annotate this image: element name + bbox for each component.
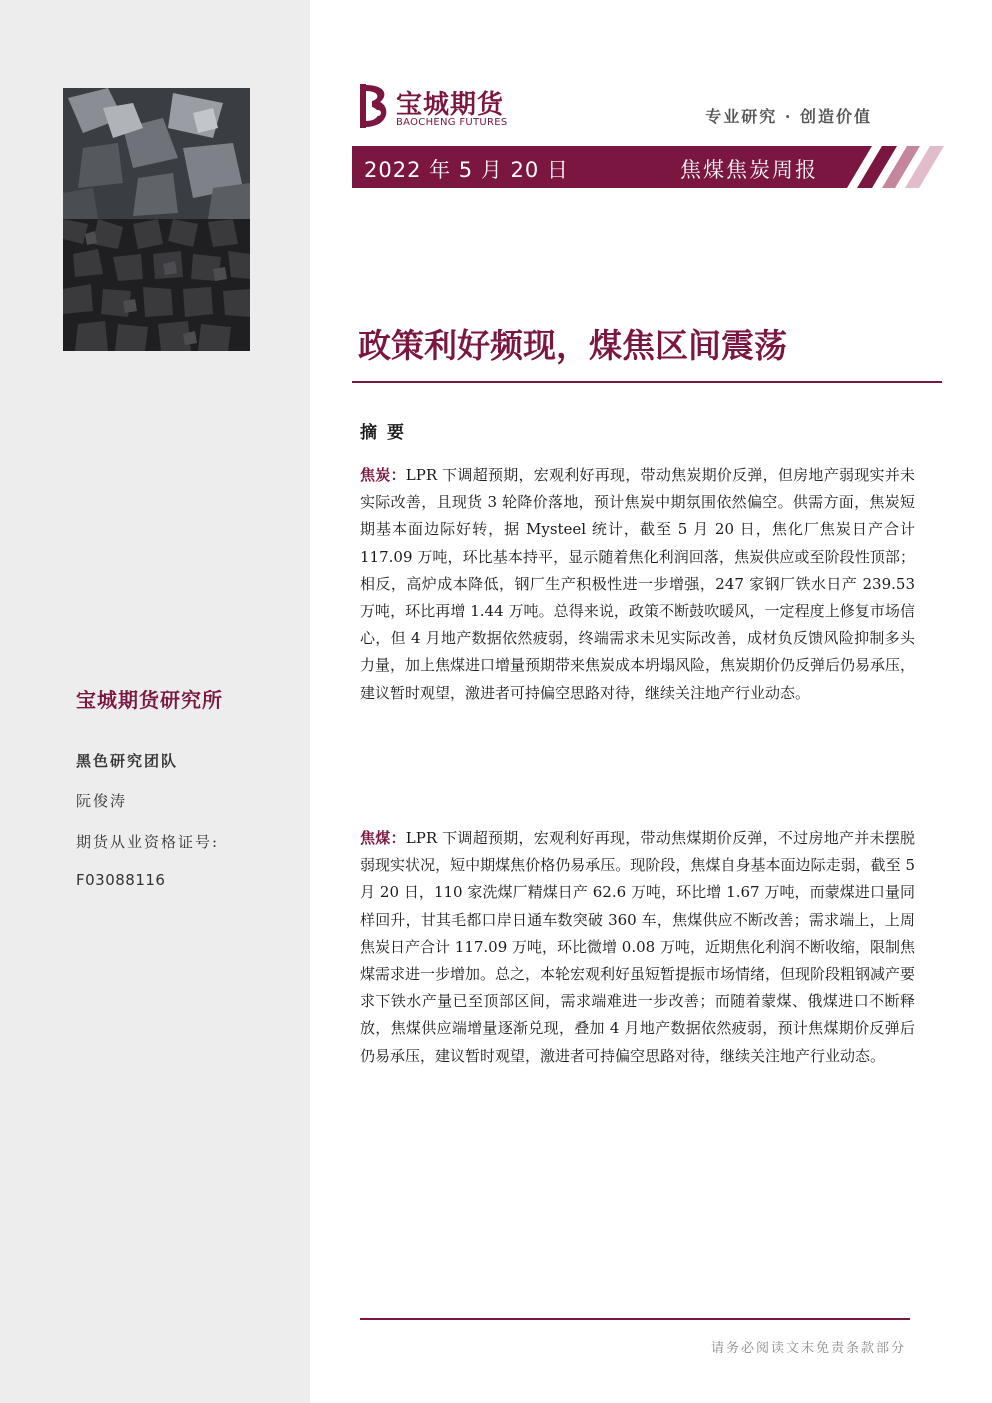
team-name: 黑色研究团队 bbox=[76, 752, 179, 770]
report-banner bbox=[352, 146, 944, 188]
license-label: 期货从业资格证号: bbox=[76, 833, 220, 851]
paragraph-body: LPR 下调超预期，宏观利好再现，带动焦炭期价反弹，但房地产弱现实并未实际改善，且现货 3 轮降价落地，预计焦炭中期氛围依然偏空。供需方面，焦炭短期基本面边际好转，据 Mysteel 统计，截至 5 月 20 日，焦化厂焦炭日产合计 117.09 万吨，环比基本持平，显示随着焦化利润回落，焦炭供应或至阶段性顶部；相反，高炉成本降低，钢厂生产积极性进一步增强，247 家钢厂铁水日产 239.53 万吨，环比再增 1.44 万吨。总得来说，政策不断鼓吹暖风，一定程度上修复市场信心，但 4 月地产数据依然疲弱，终端需求未见实际改善，成材负反馈风险抑制多头力量，加上焦煤进口增量预期带来焦炭成本坍塌风险，焦炭期价仍反弹后仍易承压，建议暂时观望，激进者可持偏空思路对待，继续关注地产行业动态。 bbox=[360, 466, 916, 702]
license-number: F03088116 bbox=[76, 871, 166, 889]
coal-photo-top bbox=[63, 88, 250, 219]
title-divider bbox=[352, 381, 942, 383]
paragraph-lead: 焦炭： bbox=[360, 466, 406, 484]
brand-name-cn: 宝城期货 bbox=[396, 90, 505, 120]
report-type: 焦煤焦炭周报 bbox=[680, 158, 818, 182]
analyst-name: 阮俊涛 bbox=[76, 792, 128, 810]
paragraph-lead: 焦煤： bbox=[360, 829, 406, 847]
footer-divider bbox=[360, 1318, 910, 1320]
brand-logo bbox=[358, 82, 523, 132]
brand-mark-icon bbox=[358, 82, 392, 130]
institute-name: 宝城期货研究所 bbox=[76, 688, 223, 712]
sidebar bbox=[0, 0, 310, 1403]
report-date: 2022 年 5 月 20 日 bbox=[364, 158, 569, 182]
brand-slogan: 专业研究 · 创造价值 bbox=[705, 107, 872, 126]
page-title: 政策利好频现，煤焦区间震荡 bbox=[358, 326, 787, 365]
paragraph-body: LPR 下调超预期，宏观利好再现，带动焦煤期价反弹，不过房地产并未摆脱弱现实状况，短中期煤焦价格仍易承压。现阶段，焦煤自身基本面边际走弱，截至 5 月 20 日，110 家洗煤厂精煤日产 62.6 万吨，环比增 1.67 万吨，而蒙煤进口量同样回升，甘其毛都口岸日通车数突破 360 车，焦煤供应不断改善；需求端上，上周焦炭日产合计 117.09 万吨，环比微增 0.08 万吨，近期焦化利润不断收缩，限制焦煤需求进一步增加。总之，本轮宏观利好虽短暂提振市场情绪，但现阶段粗钢减产要求下铁水产量已至顶部区间，需求端难进一步改善；而随着蒙煤、俄煤进口不断释放，焦煤供应端增量逐渐兑现，叠加 4 月地产数据依然疲弱，预计焦煤期价反弹后仍易承压，建议暂时观望，激进者可持偏空思路对待，继续关注地产行业动态。 bbox=[360, 829, 916, 1065]
brand-name-en: BAOCHENG FUTURES bbox=[396, 117, 508, 128]
coal-photo-bottom bbox=[63, 219, 250, 351]
abstract-paragraph-coke bbox=[360, 462, 915, 707]
footer-disclaimer: 请务必阅读文末免责条款部分 bbox=[710, 1341, 906, 1356]
abstract-paragraph-coking-coal bbox=[360, 825, 915, 1070]
abstract-heading: 摘要 bbox=[360, 423, 414, 443]
